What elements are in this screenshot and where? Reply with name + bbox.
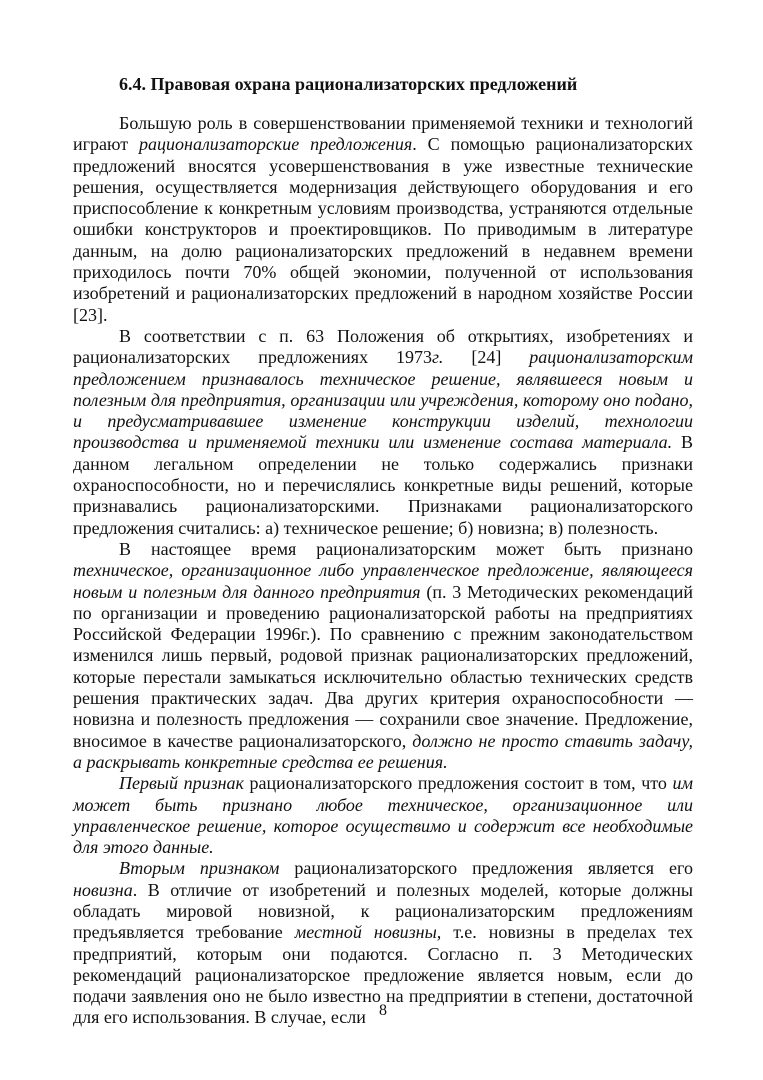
page-number: 8 (379, 1002, 387, 1019)
italic-text-run: Первый признак (119, 773, 244, 794)
paragraph (73, 539, 693, 773)
text-run: В соответствии с п. 63 Положения об открытиях, изобретениях и рационализаторских предложениях 1973 (73, 325, 693, 368)
text-run: (п. 3 Методических рекомендаций по организации и проведению рационализаторской работы на предприятиях Российской Федерации 1996г.). По сравнению с прежним законодательством изменился лишь первый, родовой признак рационализаторских предложений, которые перестали замыкаться исключительно областью технических средств решения практических задач. Два других критерия охраноспособности — новизна и полезность предложения — сохранили свое значение. Предложение, вносимое в качестве рационализаторского, (73, 581, 693, 751)
text-run: . В отличие от изобретений и полезных моделей, которые должны обладать мировой новизной, к рационализаторским предложениям предъявляется требование (73, 879, 693, 943)
italic-text-run: новизна (73, 879, 133, 900)
italic-text-run: г. (432, 347, 444, 368)
text-run: рационализаторского предложения является его (279, 858, 693, 879)
text-run: . С помощью рационализаторских предложений вносятся усовершенствования в уже известные технические решения, осуществляется модернизация действующего оборудования и его приспособление к конкретным условиям производства, устраняются отдельные ошибки конструкторов и проектировщиков. По приводимым в литературе данным, на долю рационализаторских предложений в недавнем времени приходилось почти 70% общей экономии, полученной от использования изобретений и рационализаторских предложений в народном хозяйстве России [23]. (73, 134, 693, 325)
paragraph (73, 326, 693, 539)
text-run: [24] (443, 347, 530, 368)
italic-text-run: местной новизны, (294, 922, 442, 943)
paragraph (73, 773, 693, 858)
document-page (73, 0, 693, 1080)
italic-text-run: Вторым признаком (119, 858, 280, 879)
text-run: рационализаторского предложения состоит в том, что (243, 773, 673, 794)
italic-text-run: техническое, организационное либо управленческое предложение, являющееся новым и полезным для данного предприятия (73, 560, 693, 602)
text-run: т.е. новизны в пределах тех предприятий, которым они подаются. Согласно п. 3 Методических рекомендаций рационализаторское предложение является новым, если до подачи заявления оно не было известно на предприятии в степени, достаточной для его использования. В случае, если (73, 922, 693, 1028)
section-heading: 6.4. Правовая охрана рационализаторских предложений (119, 74, 578, 94)
italic-text-run: должно не просто ставить задачу, а раскрывать конкретные средства ее решения. (73, 730, 693, 772)
text-run: В данном легальном определении не только содержались признаки охраноспособности, но и перечислялись конкретные виды решений, которые признавались рационализаторскими. Признаками рационализаторского предложения считались: а) техническое решение; б) новизна; в) полезность. (73, 432, 693, 538)
body-text (73, 113, 693, 1029)
text-run: Большую роль в совершенствовании применяемой техники и технологий играют (73, 113, 693, 155)
italic-text-run: рационализаторские предложения (139, 134, 413, 155)
italic-text-run: рационализаторским предложением признавалось техническое решение, являвшееся новым и полезным для предприятия, организации или учреждения, которому оно подано, и предусматривавшее изменение конструкции изделий, технологии производства и применяемой техники или изменение состава материала. (73, 347, 693, 453)
italic-text-run: им может быть признано любое техническое, организационное или управленческое решение, которое осуществимо и содержит все необходимые для этого данные. (73, 773, 694, 858)
paragraph (73, 113, 693, 326)
text-run: В настоящее время рационализаторским может быть признано (119, 538, 693, 559)
